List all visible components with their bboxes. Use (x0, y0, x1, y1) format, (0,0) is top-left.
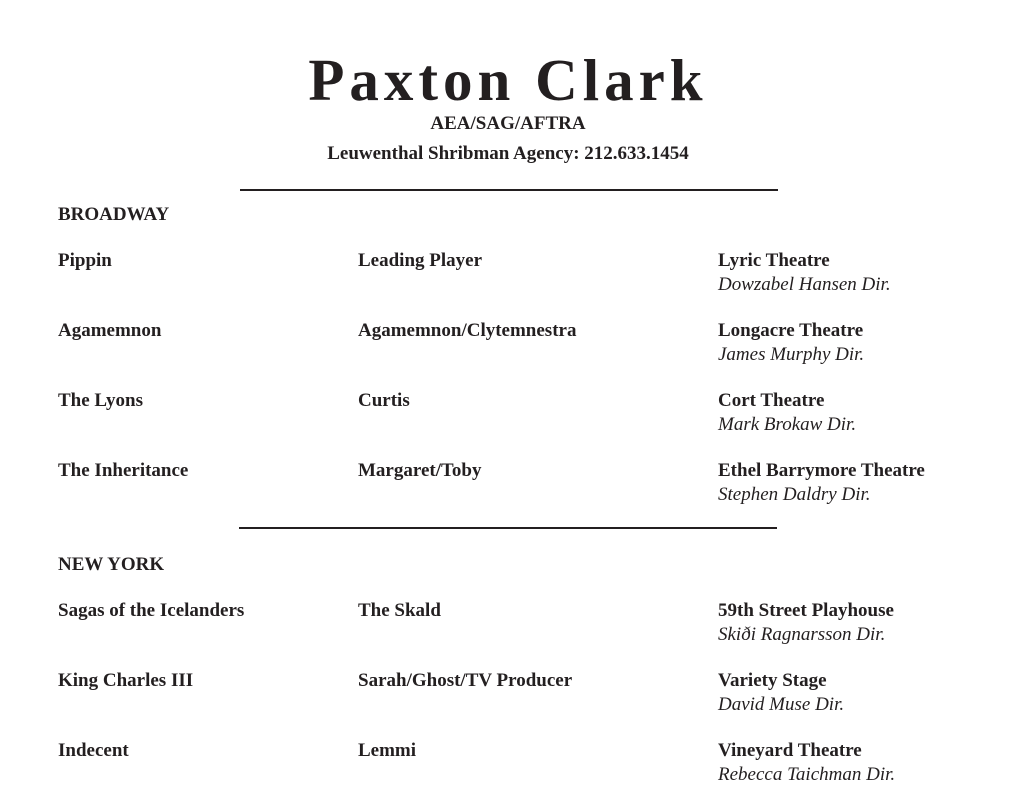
union-affiliations: AEA/SAG/AFTRA (430, 113, 586, 134)
role-name: Lemmi (358, 740, 417, 761)
section-title-broadway: BROADWAY (58, 204, 170, 225)
director-name: Rebecca Taichman Dir. (718, 764, 896, 785)
director-name: James Murphy Dir. (718, 344, 865, 365)
director-name: Skiði Ragnarsson Dir. (718, 624, 886, 645)
role-name: Curtis (358, 390, 410, 411)
venue-name: Vineyard Theatre (718, 740, 862, 761)
agency-contact: Leuwenthal Shribman Agency: 212.633.1454 (327, 143, 689, 164)
show-title: The Lyons (58, 390, 144, 411)
section-title-new-york: NEW YORK (58, 554, 165, 575)
section-divider (239, 527, 777, 529)
header-divider (240, 189, 778, 191)
director-name: Mark Brokaw Dir. (718, 414, 857, 435)
show-title: The Inheritance (58, 460, 189, 481)
show-title: Pippin (58, 250, 112, 271)
show-title: Agamemnon (58, 320, 162, 341)
venue-name: Variety Stage (718, 670, 827, 691)
role-name: Sarah/Ghost/TV Producer (358, 670, 573, 691)
performer-name: Paxton Clark (308, 47, 708, 113)
venue-name: Ethel Barrymore Theatre (718, 460, 925, 481)
venue-name: 59th Street Playhouse (718, 600, 894, 621)
role-name: Leading Player (358, 250, 483, 271)
show-title: Indecent (58, 740, 129, 761)
director-name: Dowzabel Hansen Dir. (718, 274, 891, 295)
show-title: Sagas of the Icelanders (58, 600, 245, 621)
show-title: King Charles III (58, 670, 194, 691)
venue-name: Cort Theatre (718, 390, 825, 411)
role-name: The Skald (358, 600, 441, 621)
director-name: David Muse Dir. (718, 694, 845, 715)
venue-name: Lyric Theatre (718, 250, 830, 271)
role-name: Margaret/Toby (358, 460, 482, 481)
director-name: Stephen Daldry Dir. (718, 484, 871, 505)
role-name: Agamemnon/Clytemnestra (358, 320, 577, 341)
venue-name: Longacre Theatre (718, 320, 864, 341)
